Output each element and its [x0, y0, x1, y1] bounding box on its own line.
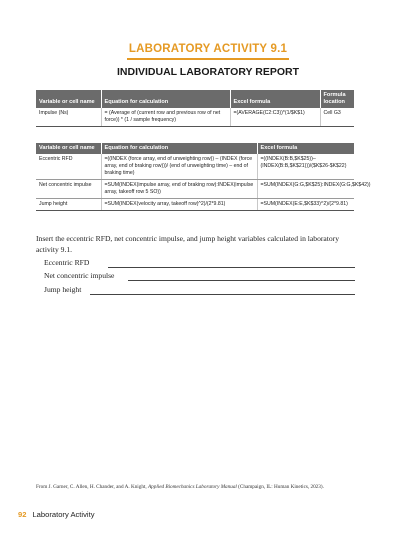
column-header: Equation for calculation	[101, 143, 257, 154]
citation-publisher: (Champaign, IL: Human Kinetics, 2023).	[236, 484, 324, 490]
column-header: Equation for calculation	[101, 90, 230, 108]
table-cell: =SUM(INDEX(E:E,$K$33)^2)/(2*9.81)	[257, 199, 354, 211]
citation-authors: From J. Garner, C. Allen, H. Chander, and A. Knight,	[36, 484, 148, 490]
table-row	[36, 154, 354, 180]
table-cell: =SUM(INDEX(velocity array, takeoff row)^2)/(2*9.81)	[101, 199, 257, 211]
table-cell: =((INDEX(B:B,$K$25))–(INDEX(B:B,$K$21)))/($K$26-$K$22)	[257, 154, 354, 180]
jump-height-field[interactable]	[44, 285, 355, 297]
title-underline	[127, 58, 289, 60]
column-header: Variable or cell name	[36, 90, 101, 108]
variables-formula-table	[36, 143, 371, 211]
field-label: Eccentric RFD	[44, 258, 90, 267]
table-header-row	[36, 143, 354, 154]
table-cell: Net concentric impulse	[36, 180, 101, 199]
table-cell: =((INDEX (force array, end of unweighting row)) – (INDEX (force array, end of braking row)))/ (end of unweighting time) – end of braking time)	[101, 154, 257, 180]
table-cell: =(AVERAGE(C2:C3))*(1/$K$1)	[230, 108, 320, 127]
activity-title: LABORATORY ACTIVITY 9.1	[128, 43, 288, 55]
column-header: Excel formula	[257, 143, 354, 154]
impulse-formula-table	[36, 90, 354, 127]
table-row	[36, 199, 354, 211]
eccentric-rfd-field[interactable]	[44, 258, 355, 270]
table-cell: Impulse (Ns)	[36, 108, 101, 127]
answer-line[interactable]	[90, 294, 355, 295]
citation-book-title: Applied Biomechanics Laboratory Manual	[147, 484, 237, 490]
table-cell: =SUM(INDEX(G:G,$K$25):INDEX(G:G,$K$42))	[257, 180, 354, 199]
table-cell: Cell G3	[320, 108, 354, 127]
field-label: Net concentric impulse	[44, 271, 115, 280]
table-cell: Eccentric RFD	[36, 154, 101, 180]
instructions-text: Insert the eccentric RFD, net concentric impulse, and jump height variables calculated in laboratory activity 9.1.	[36, 234, 340, 254]
column-header: Excel formula	[230, 90, 320, 108]
table-row	[36, 180, 354, 199]
table-cell: Jump height	[36, 199, 101, 211]
source-citation	[36, 484, 376, 490]
field-label: Jump height	[44, 285, 82, 294]
table-cell: =SUM(INDEX(impulse array, end of braking row):INDEX(impulse array, takeoff row 5 SO))	[101, 180, 257, 199]
footer-section-label: Laboratory Activity	[32, 510, 95, 519]
answer-line[interactable]	[108, 267, 355, 268]
column-header: Formula location	[320, 90, 354, 108]
answer-line[interactable]	[128, 280, 355, 281]
column-header: Variable or cell name	[36, 143, 101, 154]
table-header-row	[36, 90, 354, 108]
table-row	[36, 108, 354, 127]
net-concentric-impulse-field[interactable]	[44, 271, 355, 283]
table-cell: = (Average of (current row and previous row of net force)) * (1 / sample frequency)	[101, 108, 230, 127]
page-footer	[18, 510, 95, 519]
page-number: 92	[18, 510, 27, 519]
report-title: INDIVIDUAL LABORATORY REPORT	[116, 66, 299, 78]
